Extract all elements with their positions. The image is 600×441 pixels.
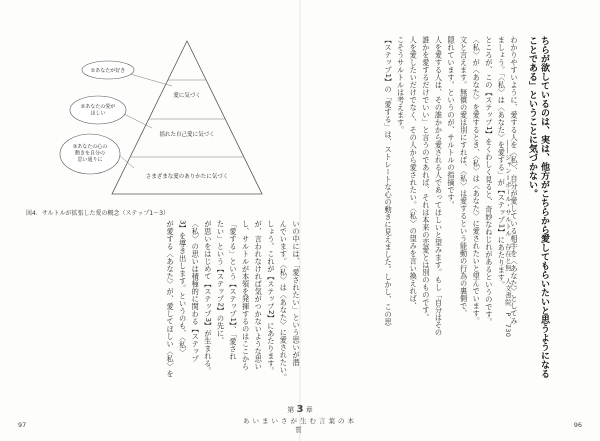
chapter-suffix: 章 bbox=[305, 406, 313, 414]
text-column: しょう。これが【ステップ2】にあたります。 bbox=[266, 220, 276, 375]
text-column: こそうサルトルは考えます。 bbox=[396, 36, 406, 134]
quote-citation: ――ジャン＝ポール・サルトル 存在と無 人文書院 P．730 bbox=[504, 140, 512, 338]
text-column: 人を愛する人は、その誰かから愛される人であってほしいと望みます。もし「自分はその bbox=[434, 36, 444, 336]
text-column: 【ステップ1】の「愛する」は、ストレートな心の動きに見えました。しかし、この思 bbox=[384, 36, 394, 326]
quote-heading bbox=[524, 36, 550, 378]
text-column: 文と言えます。無償の愛は別にすれば、〈私〉は愛するという能動の行為の裏側で、 bbox=[459, 36, 469, 318]
balloon-line: ②あなたの愛が bbox=[80, 104, 116, 110]
text-column: 誰かを愛するだけでいい」と言うのであれば、それは本来の恋愛とは別のものです。 bbox=[421, 36, 431, 321]
right-page-body bbox=[308, 36, 520, 346]
text-column: が、言われなければ気がつかないような思い bbox=[254, 220, 264, 370]
text-column: たい」という【ステップ2】の先に、 bbox=[216, 220, 226, 345]
chapter-number: 3 bbox=[296, 404, 304, 415]
text-column: いの中には、「愛されたい」という思いが潜 bbox=[292, 220, 301, 367]
diagram-triangle bbox=[112, 41, 262, 194]
text-column: ところが、この【ステップ1】をくわしく見ると、奇妙なねじれがあるというのです。 bbox=[484, 36, 494, 326]
text-column: んでいます。〈私〉は〈あなた〉に愛されたい。 bbox=[279, 220, 289, 382]
text-column: 〈私〉の思いは積極的に関わる【ステップ bbox=[191, 220, 201, 363]
quote-heading-line-1: ちらが欲しているのは、実は、他方がこちらから愛してもらいたいと思うようになる bbox=[539, 36, 549, 378]
text-column: が愛する〈あなた〉が、愛してほしい〈私〉を bbox=[166, 220, 176, 378]
quote-heading-line-2: ことである」ということに気づかない。 bbox=[527, 36, 537, 198]
text-column: 3】を導き出します。というのも、〈私〉 bbox=[178, 220, 188, 357]
balloon-line: ほしい bbox=[90, 110, 106, 117]
love-concept-diagram bbox=[12, 36, 302, 206]
chapter-marker bbox=[240, 404, 360, 415]
page-number-right: 96 bbox=[573, 421, 582, 429]
text-column: わかりやすいように、愛する人を〈私〉、自分が愛している相手を〈あなた〉としてみ bbox=[510, 36, 519, 325]
balloon-line: ①あなたが好き bbox=[90, 68, 126, 74]
text-column: が思いをはじめて【ステップ3】が生まれる。 bbox=[203, 220, 213, 375]
chapter-title: あいまいさが生む言葉の本質 bbox=[243, 417, 357, 434]
text-column: 人を愛したいだけでなく、その人から愛されたい。〈私〉の望みを言い換えれば、 bbox=[409, 36, 419, 310]
tier-label-3: さまざまな愛のありかたに気づく bbox=[145, 174, 229, 180]
balloon-text-3 bbox=[73, 143, 107, 163]
tier-label-1: 愛に気づく bbox=[173, 93, 201, 99]
page-number-left: 97 bbox=[18, 421, 27, 429]
diagram-caption: 図4．サルトルが拡張した愛の概念（ステップ1〜3） bbox=[26, 210, 170, 217]
balloon-line: 動きを自分の bbox=[74, 150, 106, 157]
left-page-body bbox=[166, 220, 302, 390]
connector-1 bbox=[130, 74, 172, 86]
chapter-prefix: 第 bbox=[287, 406, 295, 414]
balloon-text-1 bbox=[91, 67, 125, 74]
balloon-line: ③あなたの心の bbox=[72, 144, 108, 150]
tier-label-2: 揺れた自己愛に気づく bbox=[159, 132, 215, 138]
text-column: し、サルトルが本領を発揮するのはここから bbox=[241, 220, 251, 370]
text-column: ましょう。「〈私〉は〈あなた〉を愛する」が【ステップ1】にあたります。 bbox=[497, 36, 507, 289]
text-column: 〈私〉が〈あなた〉を愛するとき、〈私〉は〈あなた〉に愛されたいと望んでいます。 bbox=[472, 36, 482, 325]
text-column: 「愛する」という【ステップ1】、「愛され bbox=[229, 220, 239, 361]
balloon-line: 思い通りに bbox=[77, 157, 103, 163]
text-column: 隠れています。というのが、サルトルの指摘です。 bbox=[447, 36, 457, 209]
